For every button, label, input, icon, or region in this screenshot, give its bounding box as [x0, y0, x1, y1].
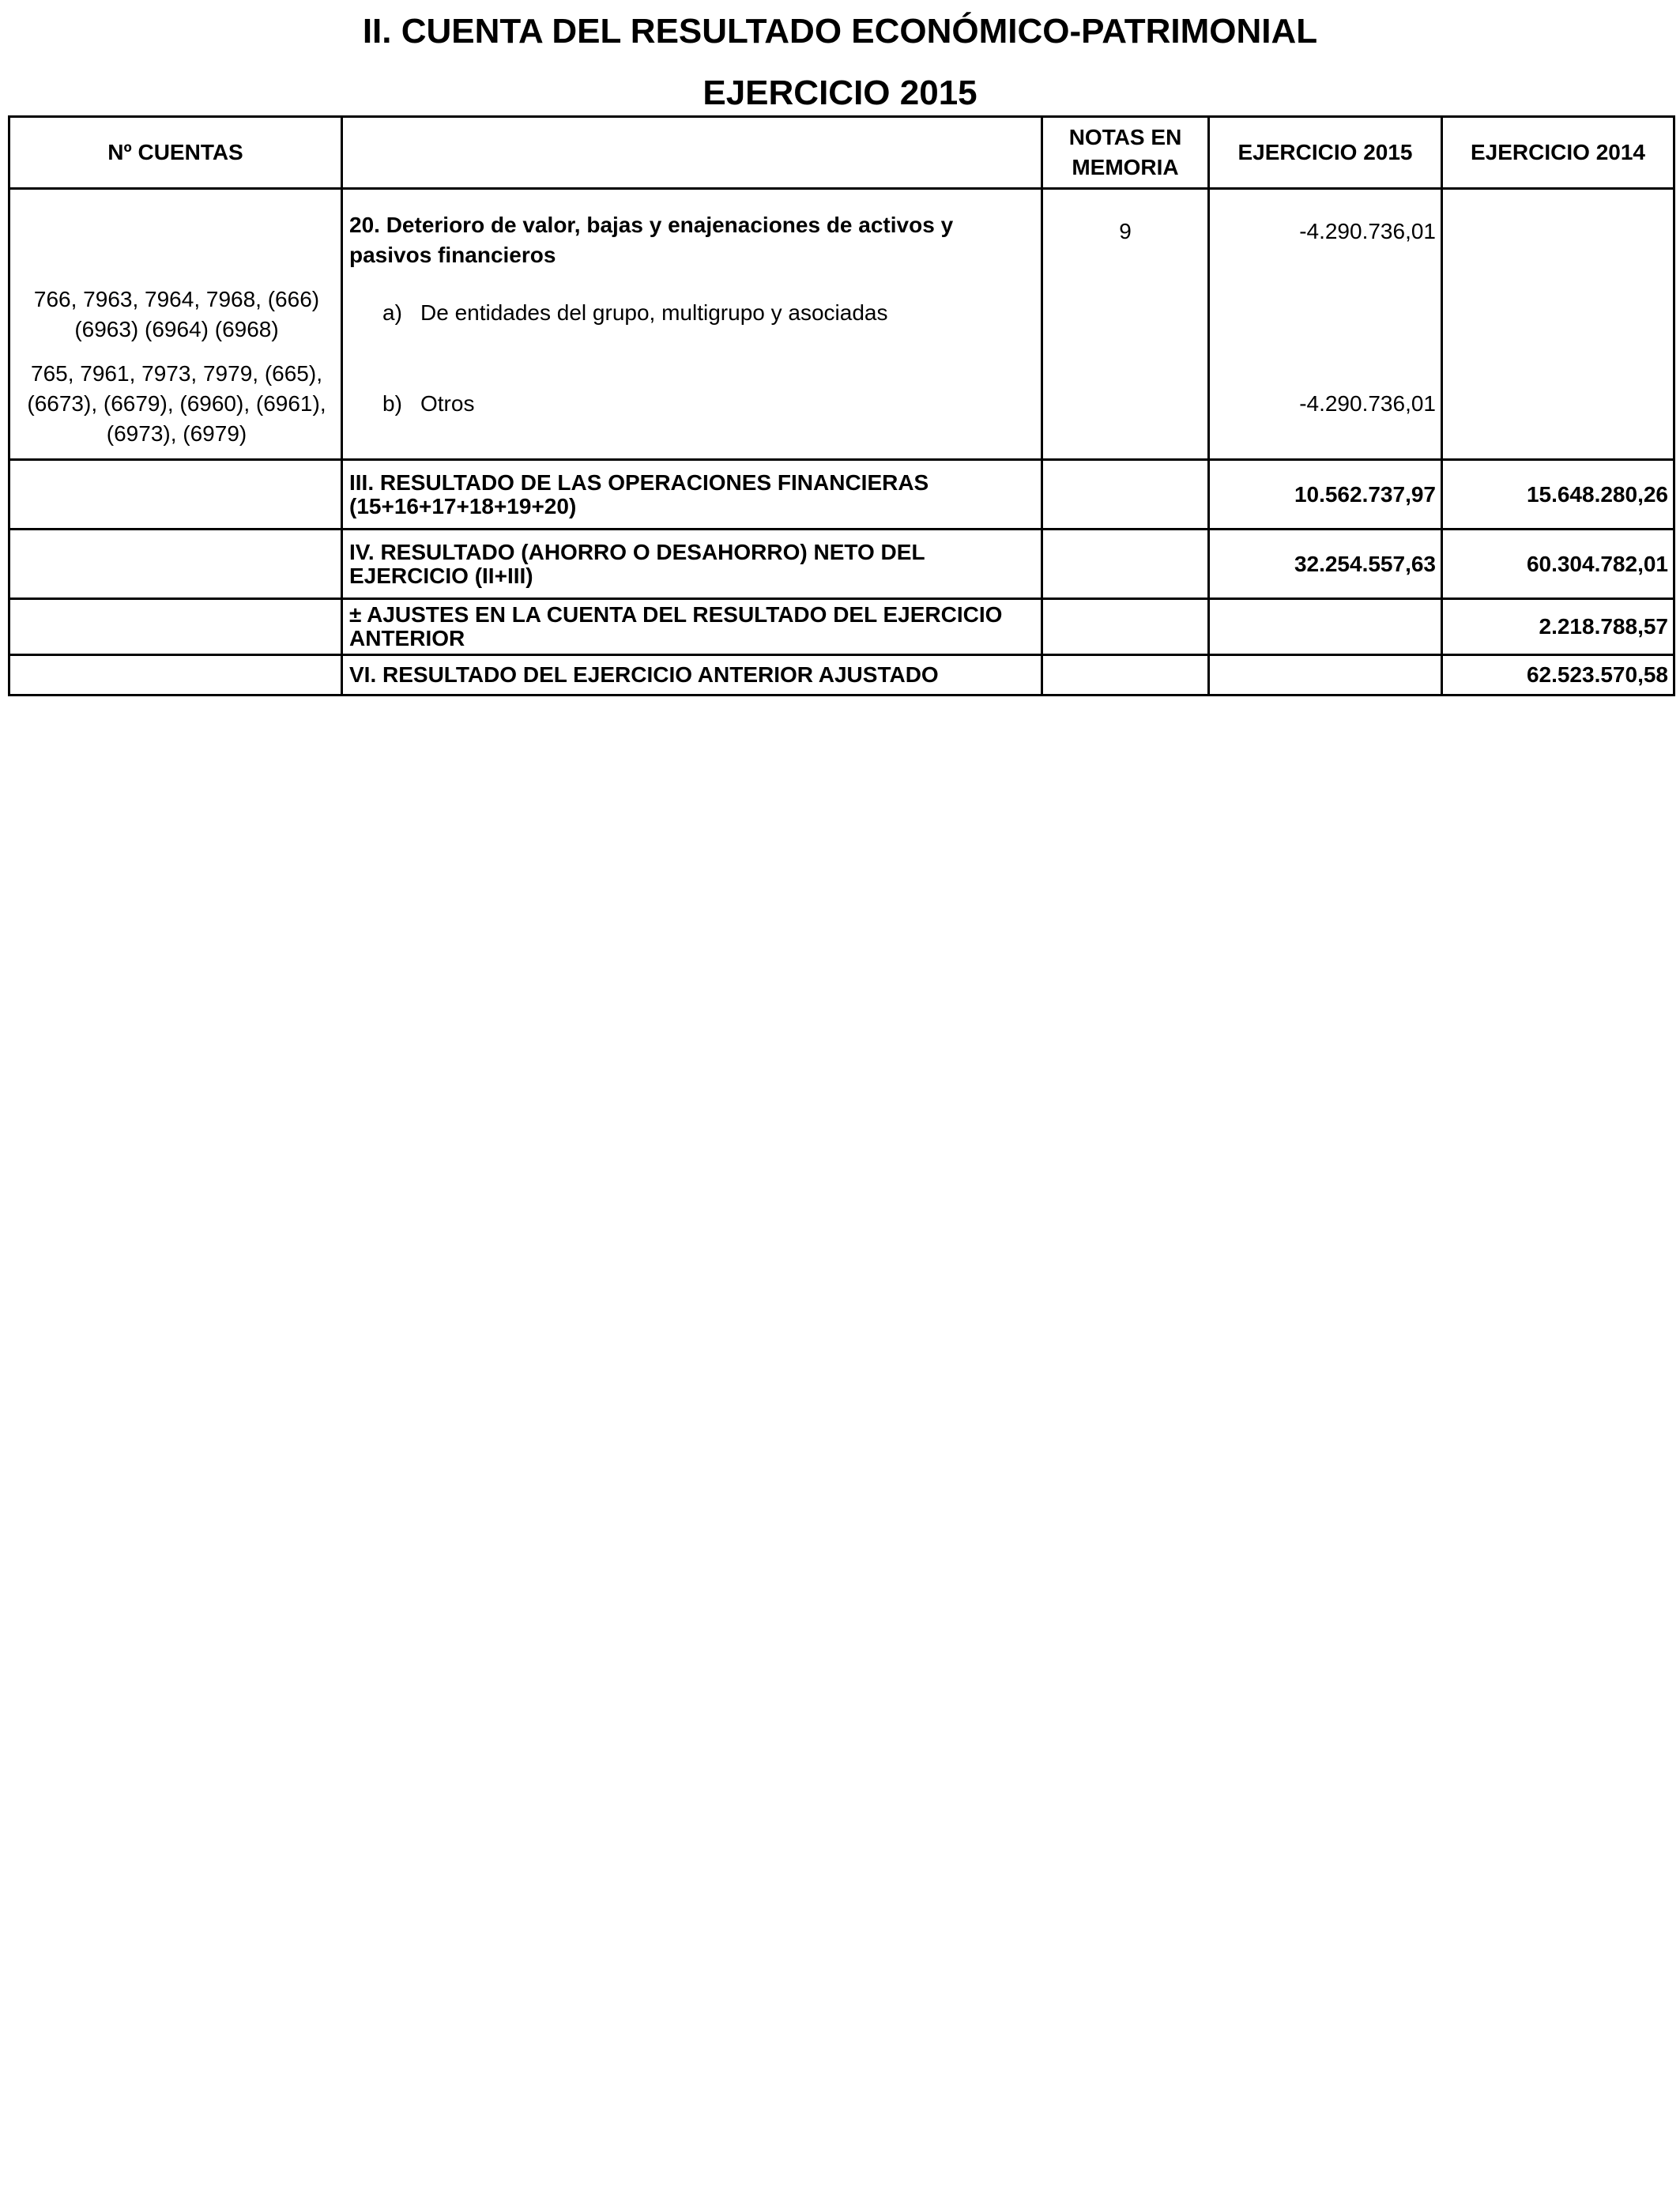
total-notes	[1042, 655, 1209, 696]
year-2015-cell	[1209, 189, 1442, 460]
section-20-note: 9	[1119, 219, 1132, 243]
result-table	[8, 115, 1675, 696]
section-20-block	[9, 189, 1674, 460]
total-label: VI. RESULTADO DEL EJERCICIO ANTERIOR AJUSTADO	[342, 655, 1042, 696]
item-b-description	[382, 389, 1034, 419]
total-row-iv	[9, 530, 1674, 599]
header-year-2014: EJERCICIO 2014	[1442, 117, 1674, 189]
total-notes	[1042, 599, 1209, 655]
total-value-2014: 60.304.782,01	[1442, 530, 1674, 599]
total-row-iii	[9, 460, 1674, 530]
accounts-cell	[9, 189, 342, 460]
total-accounts	[9, 655, 342, 696]
item-b-label: Otros	[420, 391, 475, 416]
total-value-2014: 15.648.280,26	[1442, 460, 1674, 530]
section-20-value-2015: -4.290.736,01	[1299, 219, 1436, 243]
year-2014-cell	[1442, 189, 1674, 460]
total-value-2015	[1209, 655, 1442, 696]
table-header-row	[9, 117, 1674, 189]
total-accounts	[9, 460, 342, 530]
total-accounts	[9, 530, 342, 599]
total-value-2015: 10.562.737,97	[1209, 460, 1442, 530]
total-value-2014: 2.218.788,57	[1442, 599, 1674, 655]
header-accounts: Nº CUENTAS	[9, 117, 342, 189]
item-b-accounts: 765, 7961, 7973, 7979, (665), (6673), (6679), (6960), (6961), (6973), (6979)	[27, 361, 326, 446]
item-a-label: De entidades del grupo, multigrupo y asociadas	[420, 300, 888, 325]
total-label: III. RESULTADO DE LAS OPERACIONES FINANCIERAS (15+16+17+18+19+20)	[342, 460, 1042, 530]
total-value-2015	[1209, 599, 1442, 655]
item-a-marker: a)	[382, 300, 402, 325]
notes-cell	[1042, 189, 1209, 460]
document-subtitle: EJERCICIO 2015	[703, 74, 977, 112]
total-value-2014: 62.523.570,58	[1442, 655, 1674, 696]
total-value-2015: 32.254.557,63	[1209, 530, 1442, 599]
total-accounts	[9, 599, 342, 655]
item-b-value-2015: -4.290.736,01	[1299, 391, 1436, 416]
header-year-2015: EJERCICIO 2015	[1209, 117, 1442, 189]
header-description	[342, 117, 1042, 189]
total-row-vi	[9, 655, 1674, 696]
description-cell	[342, 189, 1042, 460]
total-row-ajustes	[9, 599, 1674, 655]
total-label: ± AJUSTES EN LA CUENTA DEL RESULTADO DEL EJERCICIO ANTERIOR	[342, 599, 1042, 655]
total-notes	[1042, 530, 1209, 599]
item-a-accounts: 766, 7963, 7964, 7968, (666) (6963) (6964) (6968)	[33, 287, 320, 341]
total-label: IV. RESULTADO (AHORRO O DESAHORRO) NETO DEL EJERCICIO (II+III)	[342, 530, 1042, 599]
total-notes	[1042, 460, 1209, 530]
section-20-label: 20. Deterioro de valor, bajas y enajenaciones de activos y pasivos financieros	[349, 213, 954, 267]
header-notes: NOTAS EN MEMORIA	[1042, 117, 1209, 189]
item-b-marker: b)	[382, 391, 402, 416]
item-a-description	[382, 298, 1034, 328]
document-title: II. CUENTA DEL RESULTADO ECONÓMICO-PATRIMONIAL	[362, 12, 1318, 51]
